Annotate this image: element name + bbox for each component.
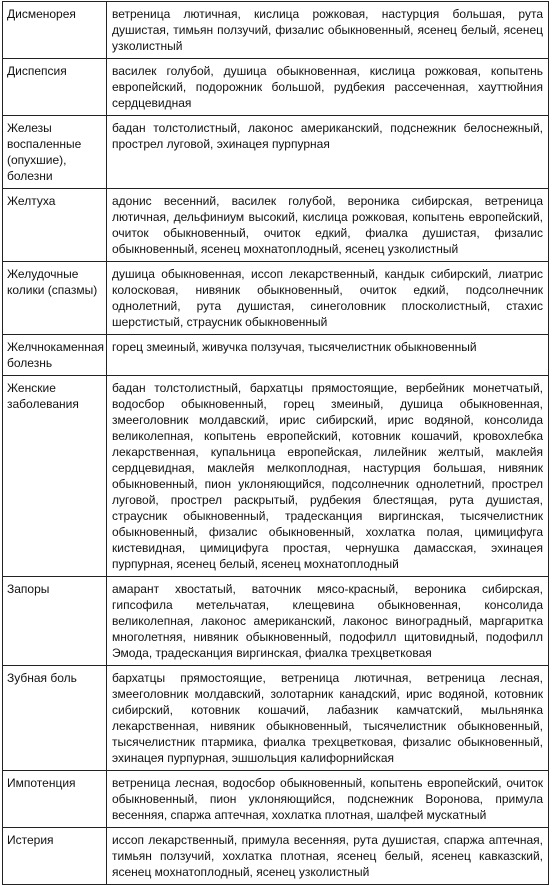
table-row bbox=[3, 771, 549, 828]
condition-cell: Истерия bbox=[3, 828, 107, 885]
plants-cell: иссоп лекарственный, примула весенняя, рута душистая, спаржа аптечная, тимьян ползучий, хохлатка плотная, ясенец белый, ясенец кавказский, ясенец мохнатоплодный, ясенец узколистный bbox=[107, 828, 549, 885]
table-row bbox=[3, 376, 549, 577]
table-row bbox=[3, 666, 549, 771]
condition-cell: Дисменорея bbox=[3, 2, 107, 59]
table-body bbox=[3, 2, 549, 885]
plants-cell: бадан толстолистный, лаконос американский, подснежник белоснежный, прострел луговой, эхинацея пурпурная bbox=[107, 116, 549, 189]
table-row bbox=[3, 59, 549, 116]
plants-cell: василек голубой, душица обыкновенная, кислица рожковая, копытень европейский, подорожник большой, рудбекия рассеченная, хауттюйния сердцевидная bbox=[107, 59, 549, 116]
condition-cell: Железы воспаленные (опухшие), болезни bbox=[3, 116, 107, 189]
plants-cell: горец змеиный, живучка ползучая, тысячелистник обыкновенный bbox=[107, 335, 549, 376]
plants-cell: амарант хвостатый, ваточник мясо-красный, вероника сибирская, гипсофила метельчатая, клещевина обыкновенная, консолида великолепная, лаконос американский, лаконос виноградный, маргаритка многолетняя, нивяник обыкновенный, подофилл щитовидный, подофилл Эмода, традесканция виргинская, фиалка трехцветковая bbox=[107, 577, 549, 666]
condition-cell: Желчнокаменная болезнь bbox=[3, 335, 107, 376]
plants-cell: ветреница лесная, водосбор обыкновенный, копытень европейский, очиток обыкновенный, пион уклоняющийся, подснежник Воронова, примула весенняя, спаржа аптечная, хохлатка плотная, шалфей мускатный bbox=[107, 771, 549, 828]
plants-cell: душица обыкновенная, иссоп лекарственный, кандык сибирский, лиатрис колосковая, нивяник обыкновенный, очиток едкий, подсолнечник однолетний, рута душистая, синеголовник плосколистный, стахис шерстистый, страусник обыкновенный bbox=[107, 262, 549, 335]
table-row bbox=[3, 262, 549, 335]
condition-cell: Запоры bbox=[3, 577, 107, 666]
condition-cell: Импотенция bbox=[3, 771, 107, 828]
plants-cell: бадан толстолистный, бархатцы прямостоящие, вербейник монетчатый, водосбор обыкновенный, горец змеиный, душица обыкновенная, змееголовник молдавский, ирис сибирский, ирис водяной, консолида великолепная, копытень европейский, котовник кошачий, кровохлебка лекарственная, купальница европейская, лилейник желтый, маклейя сердцевидная, маклейя мелкоплодная, настурция большая, нивяник обыкновенный, пион уклоняющийся, подсолнечник однолетний, прострел луговой, прострел раскрытый, рудбекия блестящая, рута душистая, страусник обыкновенный, традесканция виргинская, тысячелистник обыкновенный, физалис обыкновенный, хохлатка полая, цимицифуга кистевидная, цимицифуга простая, чернушка дамасская, эхинацея пурпурная, ясенец белый, ясенец мохнатоплодный bbox=[107, 376, 549, 577]
condition-cell: Женские заболевания bbox=[3, 376, 107, 577]
table-row bbox=[3, 116, 549, 189]
condition-cell: Зубная боль bbox=[3, 666, 107, 771]
plants-cell: ветреница лютичная, кислица рожковая, настурция большая, рута душистая, тимьян ползучий, физалис обыкновенный, ясенец белый, ясенец узколистный bbox=[107, 2, 549, 59]
herbs-table bbox=[2, 1, 549, 885]
plants-cell: бархатцы прямостоящие, ветреница лютичная, ветреница лесная, змееголовник молдавский, золотарник канадский, ирис водяной, котовник сибирский, котовник кошачий, лабазник камчатский, мыльнянка лекарственная, нивяник обыкновенный, тысячелистник обыкновенный, тысячелистник птармика, фиалка трехцветковая, физалис обыкновенный, эхинацея пурпурная, эшшольция калифорнийская bbox=[107, 666, 549, 771]
table-row bbox=[3, 189, 549, 262]
table-row bbox=[3, 577, 549, 666]
table-row bbox=[3, 828, 549, 885]
condition-cell: Желтуха bbox=[3, 189, 107, 262]
plants-cell: адонис весенний, василек голубой, вероника сибирская, ветреница лютичная, дельфиниум высокий, кислица рожковая, копытень европейский, очиток обыкновенный, очиток едкий, фиалка душистая, физалис обыкновенный, ясенец мохнатоплодный, ясенец узколистный bbox=[107, 189, 549, 262]
condition-cell: Диспепсия bbox=[3, 59, 107, 116]
table-row bbox=[3, 335, 549, 376]
table-row bbox=[3, 2, 549, 59]
condition-cell: Желудочные колики (спазмы) bbox=[3, 262, 107, 335]
